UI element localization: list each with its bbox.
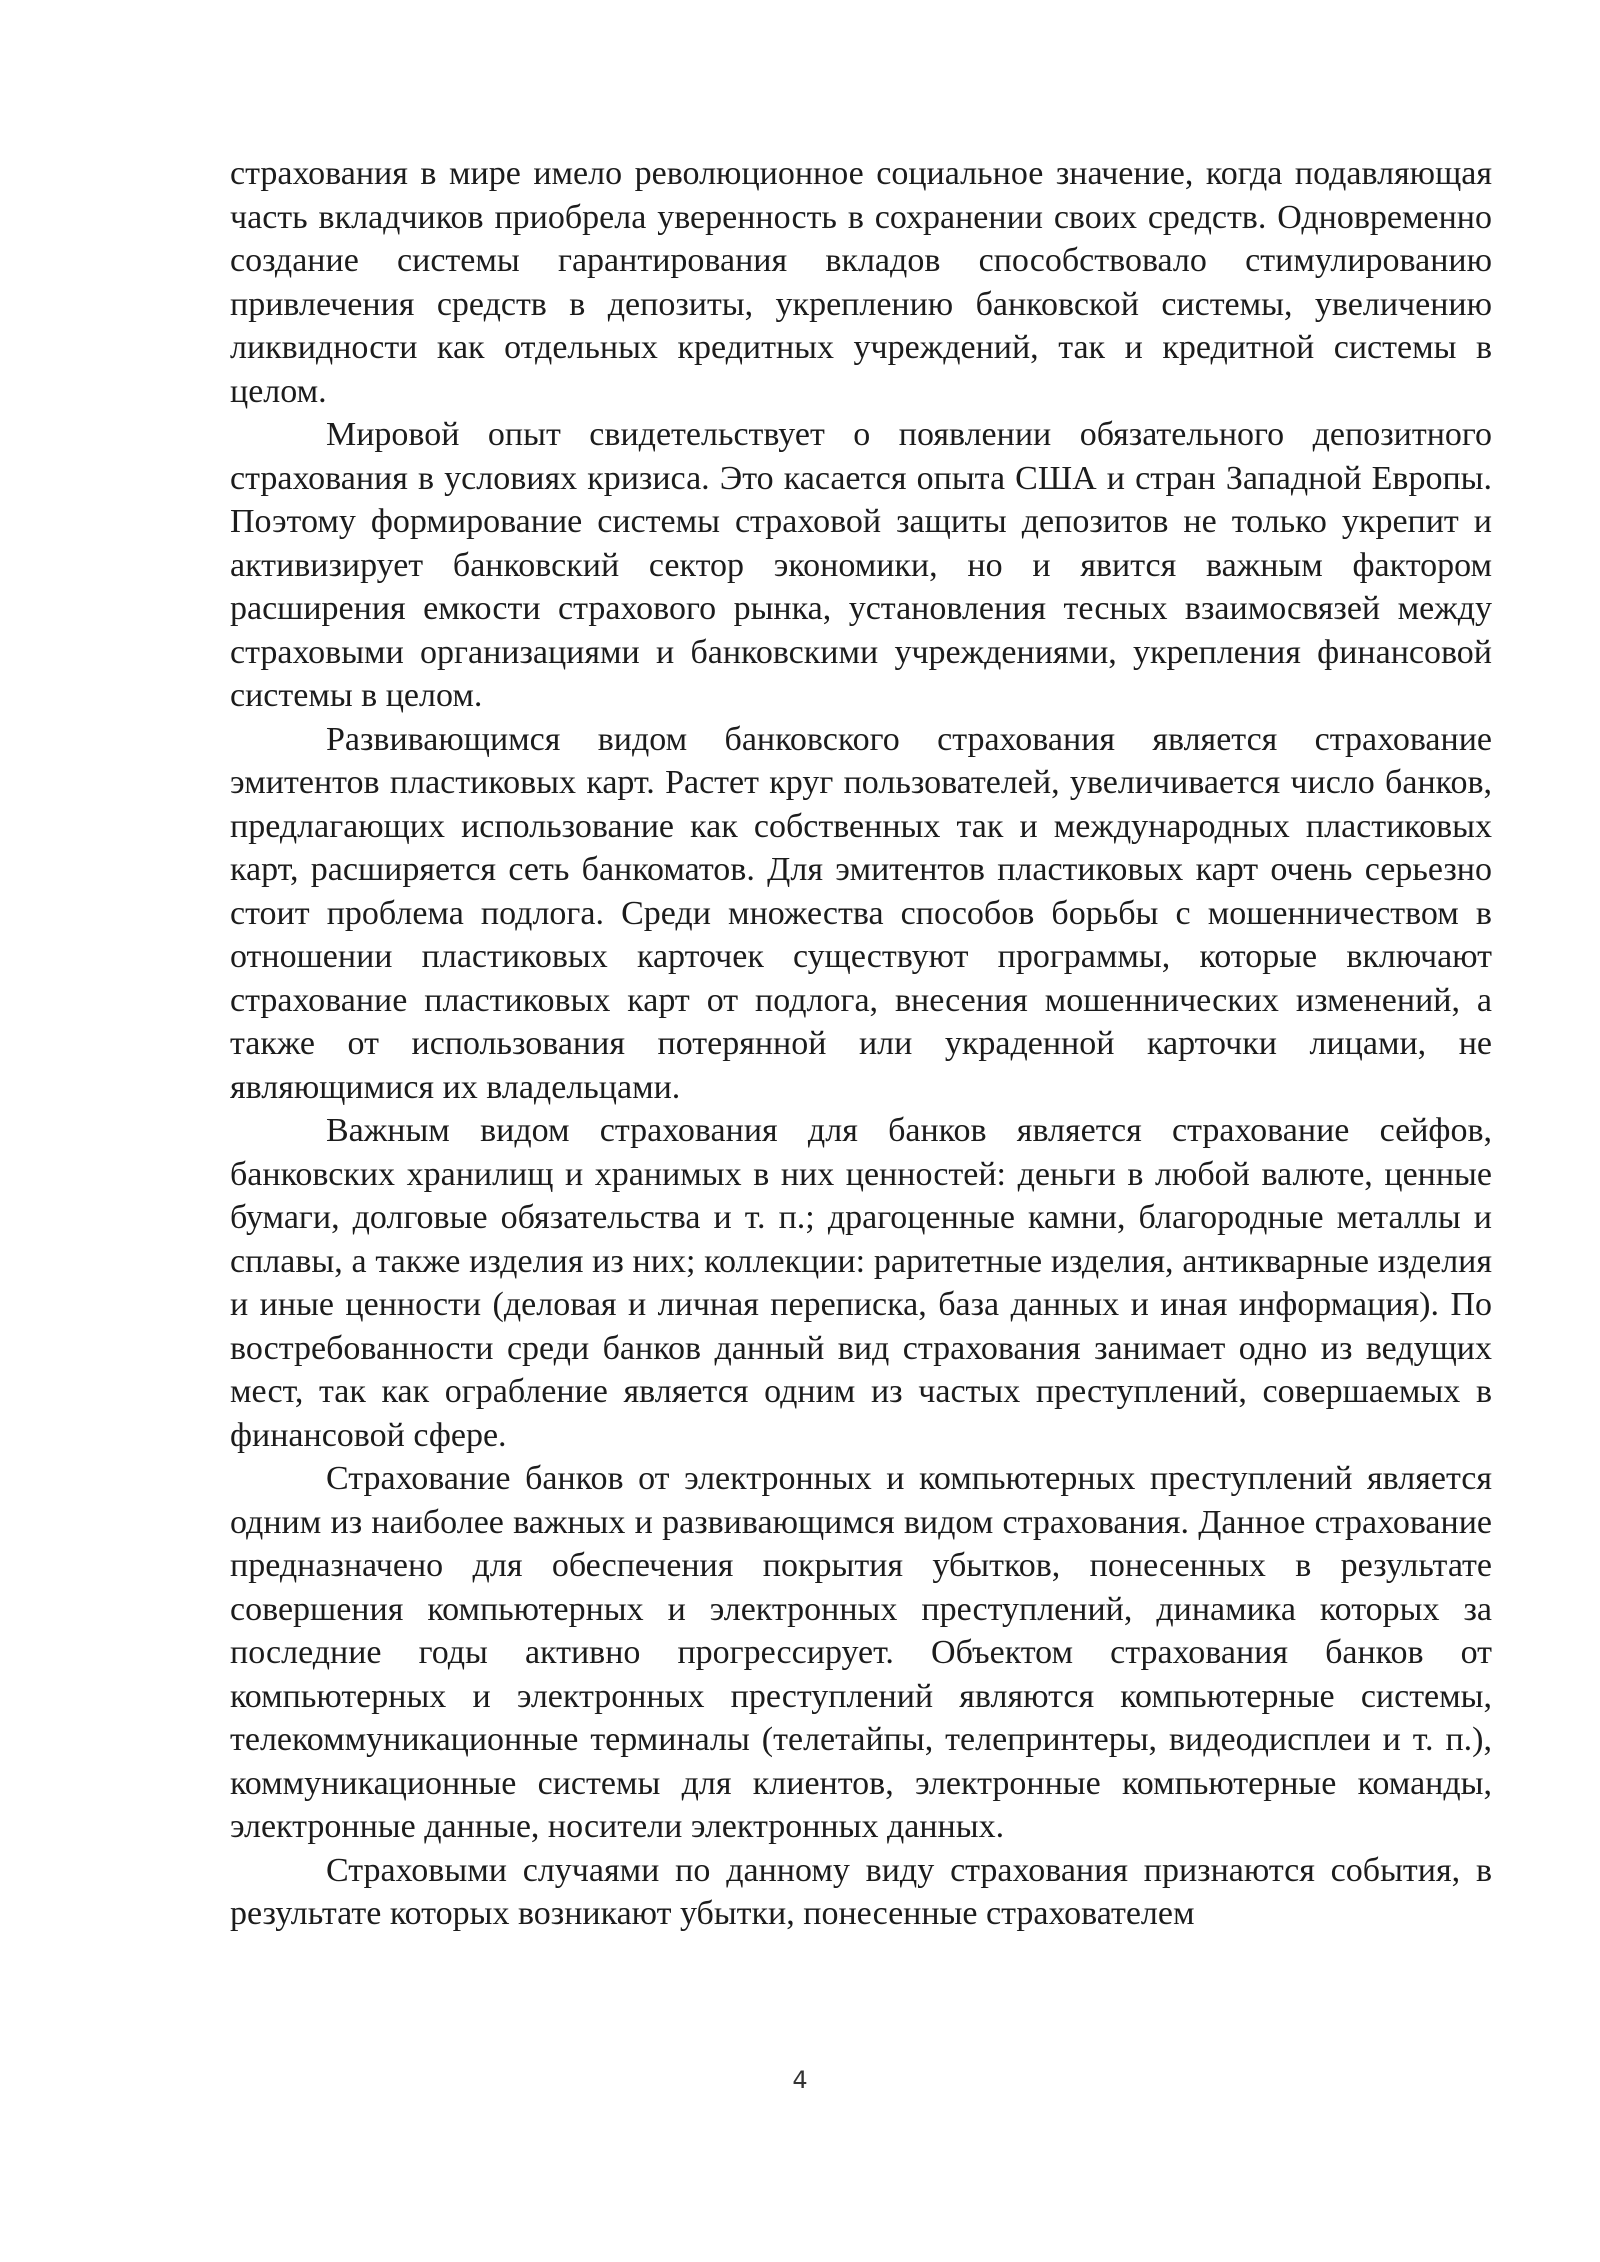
body-text	[230, 152, 1492, 1936]
paragraph-3: Развивающимся видом банковского страхования является страхование эмитентов пластиковых карт. Растет круг пользователей, увеличивается число банков, предлагающих использование как собственных так и международных пластиковых карт, расширяется сеть банкоматов. Для эмитентов пластиковых карт очень серьезно стоит проблема подлога. Среди множества способов борьбы с мошенничеством в отношении пластиковых карточек существуют программы, которые включают страхование пластиковых карт от подлога, внесения мошеннических изменений, а также от использования потерянной или украденной карточки лицами, не являющимися их владельцами.	[230, 720, 1492, 1106]
page-number: 4	[792, 2066, 808, 2094]
paragraph-2: Мировой опыт свидетельствует о появлении обязательного депозитного страхования в условиях кризиса. Это касается опыта США и стран Западной Европы. Поэтому формирование системы страховой защиты депозитов не только укрепит и активизирует банковский сектор экономики, но и явится важным фактором расширения емкости страхового рынка, установления тесных взаимосвязей между страховыми организациями и банковскими учреждениями, укрепления финансовой системы в целом.	[230, 416, 1492, 714]
paragraph-5: Страхование банков от электронных и компьютерных преступлений является одним из наиболее важных и развивающимся видом страхования. Данное страхование предназначено для обеспечения покрытия убытков, понесенных в результате совершения компьютерных и электронных преступлений, динамика которых за последние годы активно прогрессирует. Объектом страхования банков от компьютерных и электронных преступлений являются компьютерные системы, телекоммуникационные терминалы (телетайпы, телепринтеры, видеодисплеи и т. п.), коммуникационные системы для клиентов, электронные компьютерные команды, электронные данные, носители электронных данных.	[230, 1460, 1492, 1845]
paragraph-1: страхования в мире имело революционное социальное значение, когда подавляющая часть вкладчиков приобрела уверенность в сохранении своих средств. Одновременно создание системы гарантирования вкладов способствовало стимулированию привлечения средств в депозиты, укреплению банковской системы, увеличению ликвидности как отдельных кредитных учреждений, так и кредитной системы в целом.	[230, 155, 1492, 410]
paragraph-6: Страховыми случаями по данному виду страхования признаются события, в результате которых возникают убытки, понесенные страхователем	[230, 1851, 1492, 1932]
paragraph-4: Важным видом страхования для банков является страхование сейфов, банковских хранилищ и хранимых в них ценностей: деньги в любой валюте, ценные бумаги, долговые обязательства и т. п.; драгоценные камни, благородные металлы и сплавы, а также изделия из них; коллекции: раритетные изделия, антикварные изделия и иные ценности (деловая и личная переписка, база данных и иная информация). По востребованности среди банков данный вид страхования занимает одно из ведущих мест, так как ограбление является одним из частых преступлений, совершаемых в финансовой сфере.	[230, 1112, 1492, 1454]
